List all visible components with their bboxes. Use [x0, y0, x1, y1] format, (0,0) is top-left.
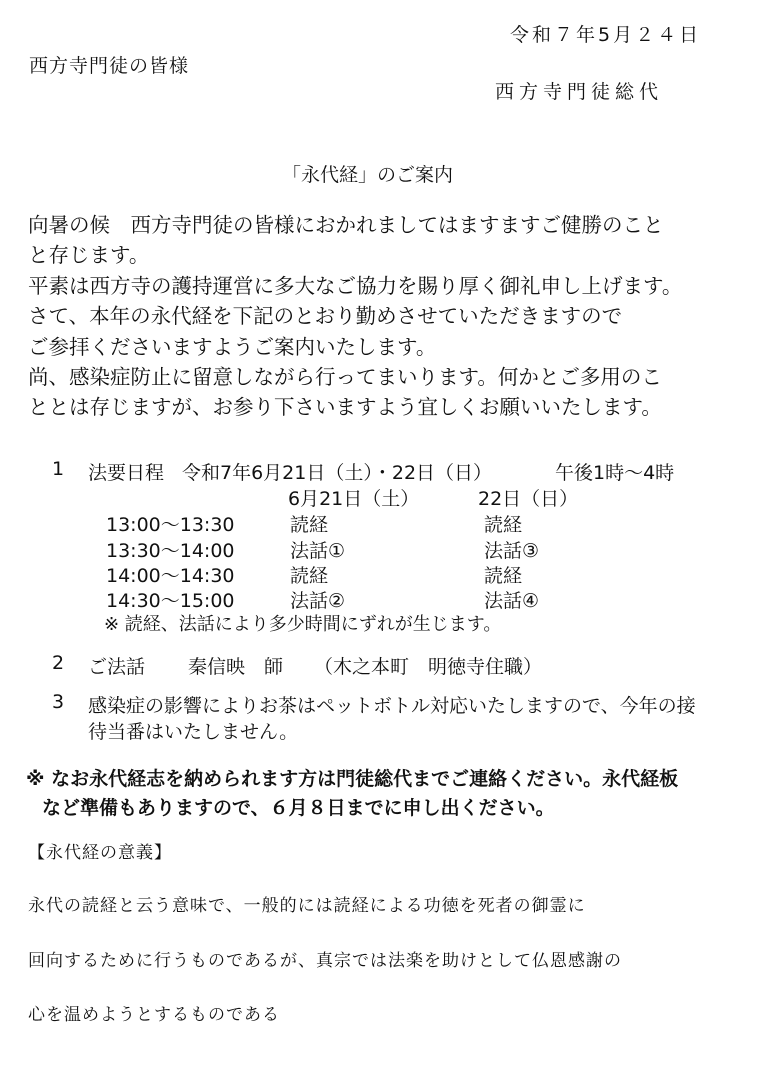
schedule-day1: 読経 — [290, 514, 329, 536]
document-title: 「永代経」のご案内 — [282, 164, 454, 186]
item1-hours: 午後1時～4時 — [555, 462, 675, 484]
schedule-time: 14:00～14:30 — [106, 565, 235, 587]
document-date: 令和７年5月２４日 — [510, 24, 702, 46]
schedule-time: 13:00～13:30 — [106, 514, 235, 536]
meaning-line: 永代の読経と云う意味で、一般的には読経による功徳を死者の御霊に — [28, 896, 586, 916]
schedule-day1: 法話① — [290, 540, 346, 562]
addressee: 西方寺門徒の皆様 — [29, 55, 190, 77]
day1-header: 6月21日（土） — [288, 488, 420, 510]
deadline-notice: など準備もありますので、６月８日までに申し出ください。 — [42, 797, 555, 819]
intro-line: ご参拝くださいますようご案内いたします。 — [28, 334, 437, 359]
schedule-day2: 法話④ — [484, 590, 540, 612]
meaning-line: 回向するために行うものであるが、真宗では法楽を助けとして仏恩感謝の — [28, 951, 622, 971]
schedule-day2: 法話③ — [484, 540, 540, 562]
item1-dates: 令和7年6月21日（土）・22日（日） — [182, 462, 493, 484]
deadline-notice: ※ なお永代経志を納められます方は門徒総代までご連絡ください。永代経板 — [26, 768, 679, 790]
day2-header: 22日（日） — [478, 488, 579, 510]
intro-paragraph — [28, 210, 682, 423]
meaning-heading: 【永代経の意義】 — [28, 843, 172, 863]
item3-number: 3 — [52, 691, 65, 713]
item1-label: 法要日程 — [88, 462, 165, 484]
item2-label: ご法話 — [88, 656, 146, 678]
intro-line: さて、本年の永代経を下記のとおり勤めさせていただきますので — [28, 304, 623, 329]
intro-line: 平素は西方寺の護持運営に多大なご協力を賜り厚く御礼申し上げます。 — [28, 273, 683, 298]
intro-line: と存じます。 — [28, 243, 150, 268]
schedule-note: ※ 読経、法話により多少時間にずれが生じます。 — [104, 614, 502, 635]
schedule-day2: 読経 — [484, 565, 523, 587]
schedule-day1: 読経 — [290, 565, 329, 587]
item2-affiliation: （木之本町 明徳寺住職） — [314, 656, 543, 678]
intro-line: ととは存じますが、お参り下さいますよう宜しくお願いいたします。 — [28, 395, 662, 420]
item3-line: 感染症の影響によりお茶はペットボトル対応いたしますので、今年の接 — [88, 695, 696, 717]
sender: 西方寺門徒総代 — [495, 81, 664, 103]
schedule-day2: 読経 — [484, 514, 523, 536]
schedule-time: 14:30～15:00 — [106, 590, 235, 612]
meaning-line: 心を温めようとするものである — [28, 1005, 280, 1025]
schedule-time: 13:30～14:00 — [106, 540, 235, 562]
item2-speaker: 秦信映 師 — [188, 656, 284, 678]
item1-number: 1 — [52, 458, 65, 480]
intro-line: 向暑の候 西方寺門徒の皆様におかれましてはますますご健勝のこと — [28, 213, 664, 237]
item3-line: 待当番はいたしません。 — [88, 721, 299, 743]
intro-line: 尚、感染症防止に留意しながら行ってまいります。何かとご多用のこ — [28, 365, 662, 390]
schedule-day1: 法話② — [290, 590, 346, 612]
item2-number: 2 — [52, 652, 65, 674]
